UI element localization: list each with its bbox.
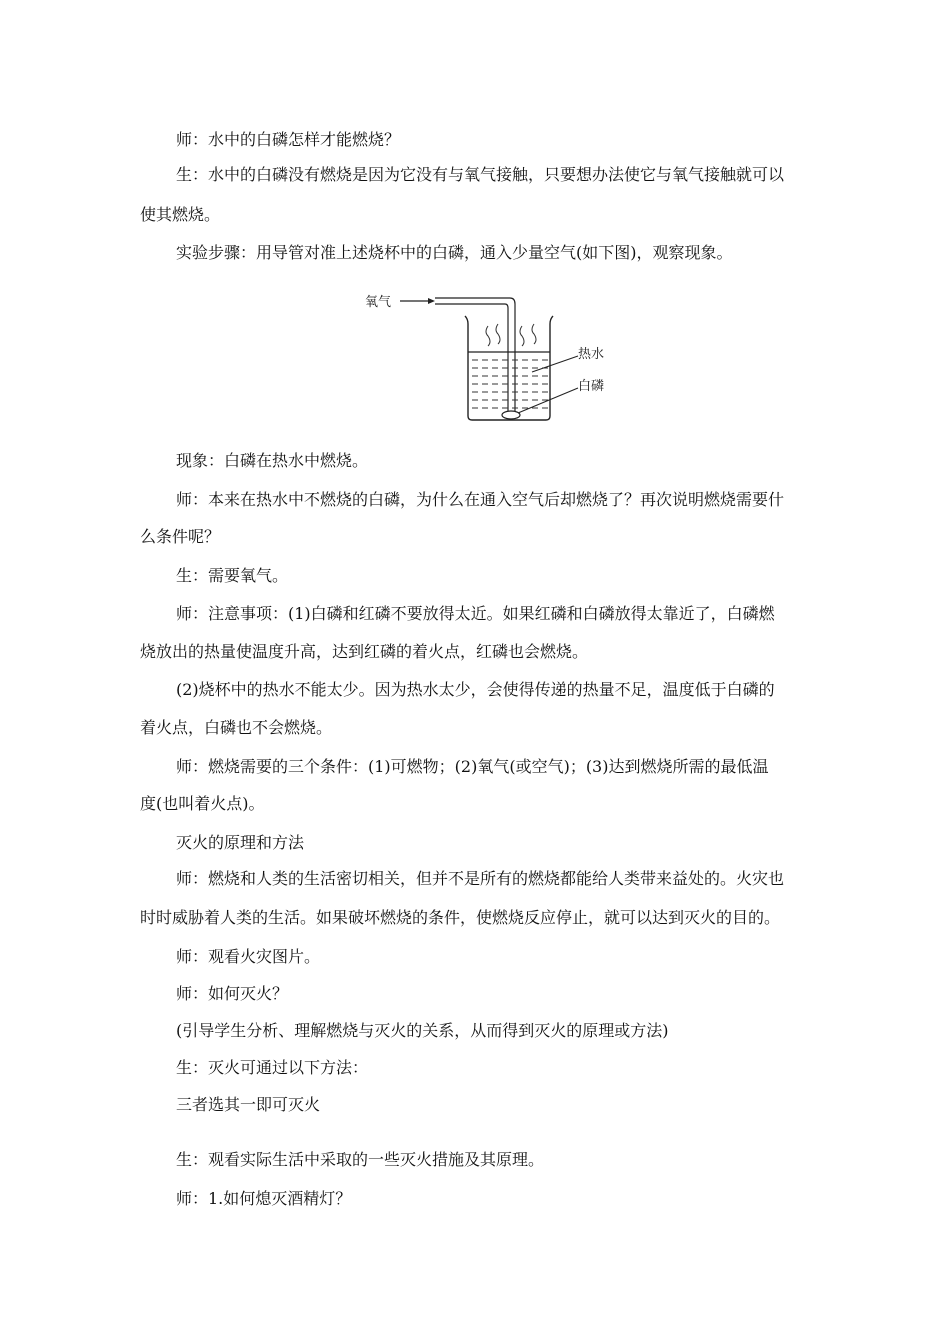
paragraph-continuation: 度(也叫着火点)。 (140, 794, 265, 813)
white-phosphorus (502, 411, 520, 419)
paragraph: 生：水中的白磷没有燃烧是因为它没有与氧气接触，只要想办法使它与氧气接触就可以 (176, 165, 785, 184)
steam (486, 326, 490, 346)
paragraph: 师：1.如何熄灭酒精灯？ (176, 1189, 352, 1208)
white-phosphorus-label: 白磷 (578, 379, 605, 394)
paragraph: 师：注意事项：(1)白磷和红磷不要放得太近。如果红磷和白磷放得太靠近了，白磷燃 (176, 604, 775, 623)
paragraph-continuation: 烧放出的热量使温度升高，达到红磷的着火点，红磷也会燃烧。 (140, 642, 589, 661)
paragraph: 师：如何灭火？ (176, 984, 289, 1003)
glass-tube-inner (435, 304, 508, 414)
beaker-figure-svg (360, 286, 620, 436)
paragraph: (2)烧杯中的热水不能太少。因为热水太少，会使得传递的热量不足，温度低于白磷的 (176, 680, 775, 699)
hot-water-leader (532, 356, 578, 372)
steam (532, 324, 536, 344)
arrow-head-icon (428, 298, 435, 304)
paragraph: (引导学生分析、理解燃烧与灭火的关系，从而得到灭火的原理或方法) (176, 1021, 669, 1040)
paragraph: 师：水中的白磷怎样才能燃烧？ (176, 130, 401, 149)
water-body (472, 360, 548, 408)
paragraph: 师：观看火灾图片。 (176, 947, 321, 966)
paragraph: 师：燃烧需要的三个条件：(1)可燃物；(2)氧气(或空气)；(3)达到燃烧所需的最低温 (176, 757, 769, 776)
hot-water-label: 热水 (578, 347, 605, 362)
paragraph: 实验步骤：用导管对准上述烧杯中的白磷，通入少量空气(如下图)，观察现象。 (176, 243, 733, 262)
paragraph: 师：本来在热水中不燃烧的白磷，为什么在通入空气后却燃烧了？再次说明燃烧需要什 (176, 490, 785, 509)
paragraph: 师：燃烧和人类的生活密切相关，但并不是所有的燃烧都能给人类带来益处的。火灾也 (176, 869, 785, 888)
paragraph: 生：观看实际生活中采取的一些灭火措施及其原理。 (176, 1150, 545, 1169)
paragraph: 三者选其一即可灭火 (176, 1095, 321, 1114)
steam (520, 326, 524, 346)
paragraph: 生：需要氧气。 (176, 566, 289, 585)
paragraph-continuation: 使其燃烧。 (140, 205, 221, 224)
experiment-diagram (360, 286, 620, 436)
oxygen-label: 氧气 (365, 295, 392, 310)
paragraph-continuation: 着火点，白磷也不会燃烧。 (140, 718, 333, 737)
paragraph: 现象：白磷在热水中燃烧。 (176, 451, 369, 470)
section-heading: 灭火的原理和方法 (176, 833, 305, 852)
paragraph: 生：灭火可通过以下方法： (176, 1058, 369, 1077)
steam (496, 324, 500, 344)
paragraph-continuation: 时时威胁着人类的生活。如果破坏燃烧的条件，使燃烧反应停止，就可以达到灭火的目的。 (140, 908, 781, 927)
paragraph-continuation: 么条件呢？ (140, 527, 221, 546)
glass-tube-outer (435, 298, 515, 414)
